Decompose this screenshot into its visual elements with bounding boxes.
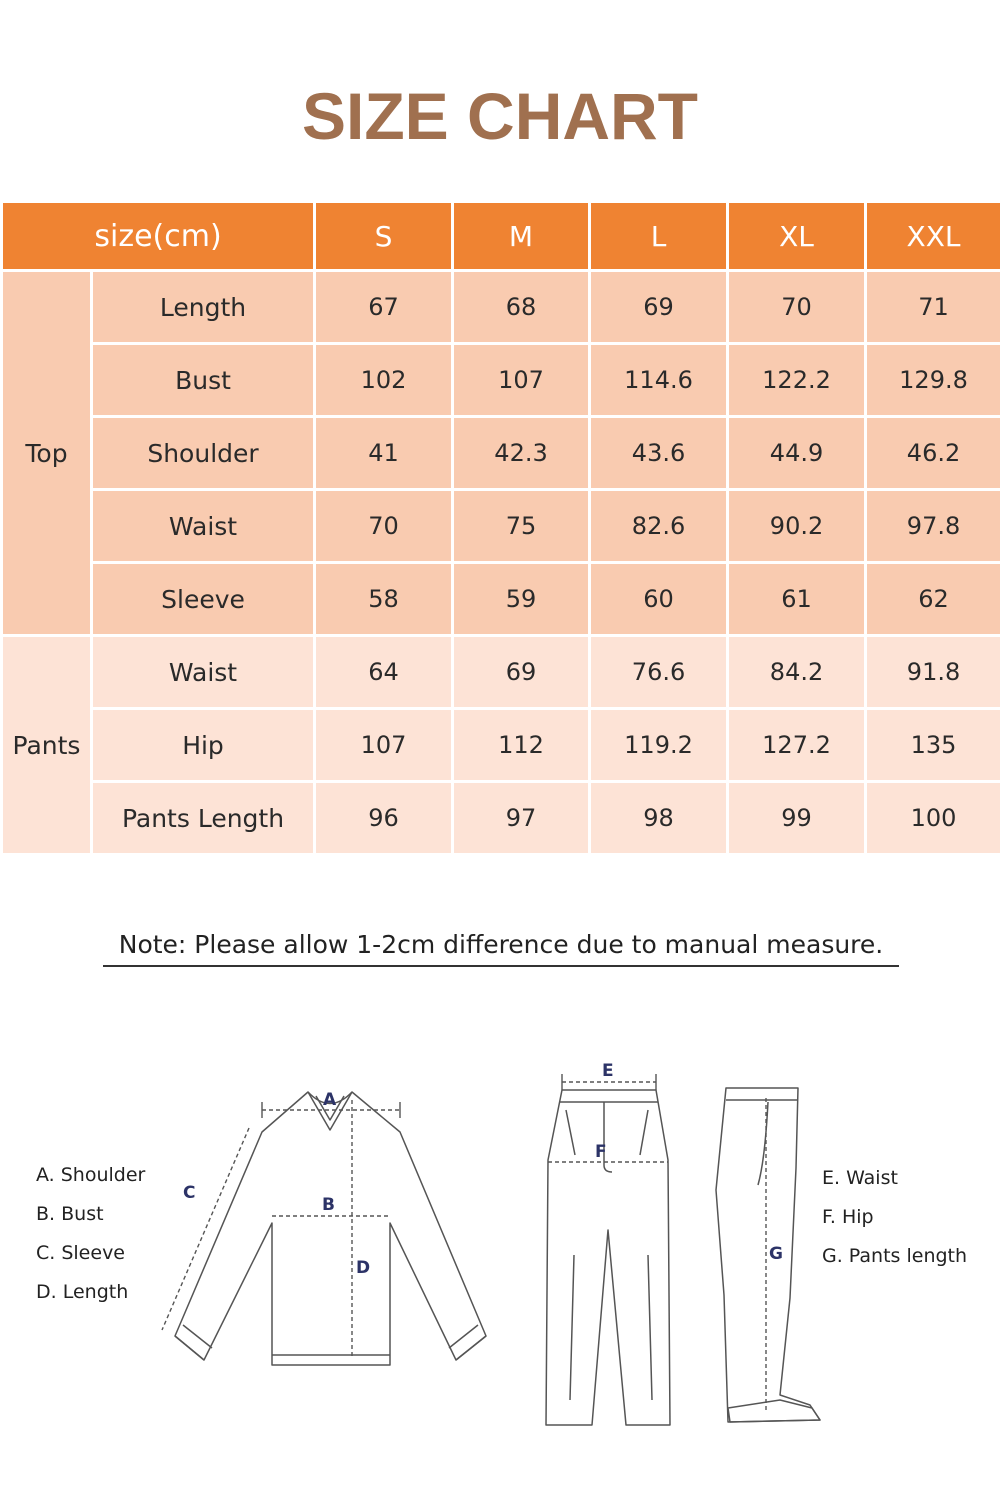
- table-row: [2, 782, 1000, 855]
- size-value-cell: 127.2: [728, 709, 866, 782]
- size-value-cell: 96: [315, 782, 453, 855]
- size-value-cell: 67: [315, 271, 453, 344]
- measurement-label: Sleeve: [92, 563, 315, 636]
- size-value-cell: 75: [453, 490, 590, 563]
- size-value-cell: 64: [315, 636, 453, 709]
- legend-item: B. Bust: [36, 1203, 104, 1225]
- size-value-cell: 97.8: [866, 490, 1000, 563]
- table-header-row: [2, 202, 1000, 271]
- header-size-s: S: [315, 202, 453, 271]
- table-row: [2, 709, 1000, 782]
- header-size-m: M: [453, 202, 590, 271]
- size-value-cell: 114.6: [590, 344, 728, 417]
- size-value-cell: 102: [315, 344, 453, 417]
- table-row: [2, 563, 1000, 636]
- group-label: Pants: [2, 636, 92, 855]
- size-value-cell: 43.6: [590, 417, 728, 490]
- label-f: F: [595, 1142, 607, 1162]
- size-value-cell: 90.2: [728, 490, 866, 563]
- pants-side-outline: [716, 1088, 820, 1422]
- size-value-cell: 58: [315, 563, 453, 636]
- size-value-cell: 122.2: [728, 344, 866, 417]
- label-g: G: [769, 1244, 783, 1264]
- measurement-label: Hip: [92, 709, 315, 782]
- header-size-xl: XL: [728, 202, 866, 271]
- table-row: [2, 636, 1000, 709]
- measurement-label: Bust: [92, 344, 315, 417]
- legend-item: E. Waist: [822, 1167, 898, 1189]
- sweater-outline: [175, 1092, 486, 1365]
- legend-item: A. Shoulder: [36, 1164, 146, 1186]
- table-row: [2, 271, 1000, 344]
- size-value-cell: 41: [315, 417, 453, 490]
- size-value-cell: 84.2: [728, 636, 866, 709]
- size-value-cell: 100: [866, 782, 1000, 855]
- size-value-cell: 107: [453, 344, 590, 417]
- page-title: SIZE CHART: [302, 79, 698, 153]
- size-value-cell: 42.3: [453, 417, 590, 490]
- size-value-cell: 60: [590, 563, 728, 636]
- size-value-cell: 68: [453, 271, 590, 344]
- size-value-cell: 97: [453, 782, 590, 855]
- label-b: B: [322, 1195, 335, 1215]
- group-label: Top: [2, 271, 92, 636]
- label-e: E: [602, 1061, 614, 1081]
- size-value-cell: 107: [315, 709, 453, 782]
- legend-item: D. Length: [36, 1281, 129, 1303]
- sweater-cuff: [449, 1325, 486, 1360]
- size-table: [0, 200, 1000, 856]
- size-value-cell: 119.2: [590, 709, 728, 782]
- size-value-cell: 69: [453, 636, 590, 709]
- header-size-xxl: XXL: [866, 202, 1000, 271]
- measurement-label: Waist: [92, 636, 315, 709]
- size-value-cell: 46.2: [866, 417, 1000, 490]
- size-value-cell: 98: [590, 782, 728, 855]
- size-value-cell: 91.8: [866, 636, 1000, 709]
- size-value-cell: 112: [453, 709, 590, 782]
- size-value-cell: 82.6: [590, 490, 728, 563]
- measurement-label: Waist: [92, 490, 315, 563]
- measurement-diagram: [0, 1040, 1000, 1460]
- header-size-unit: size(cm): [2, 202, 315, 271]
- table-row: [2, 417, 1000, 490]
- legend-item: F. Hip: [822, 1206, 874, 1228]
- measurement-label: Pants Length: [92, 782, 315, 855]
- size-value-cell: 99: [728, 782, 866, 855]
- measurement-note: Note: Please allow 1-2cm difference due to manual measure.: [103, 930, 899, 967]
- size-value-cell: 69: [590, 271, 728, 344]
- label-c: C: [183, 1183, 196, 1203]
- size-value-cell: 62: [866, 563, 1000, 636]
- table-row: [2, 490, 1000, 563]
- measurement-label: Shoulder: [92, 417, 315, 490]
- size-value-cell: 59: [453, 563, 590, 636]
- size-value-cell: 70: [728, 271, 866, 344]
- table-row: [2, 344, 1000, 417]
- size-value-cell: 129.8: [866, 344, 1000, 417]
- label-a: A: [323, 1090, 337, 1110]
- size-value-cell: 71: [866, 271, 1000, 344]
- size-value-cell: 70: [315, 490, 453, 563]
- legend-item: G. Pants length: [822, 1245, 968, 1267]
- header-size-l: L: [590, 202, 728, 271]
- size-value-cell: 61: [728, 563, 866, 636]
- sleeve-line: [162, 1128, 249, 1330]
- size-value-cell: 44.9: [728, 417, 866, 490]
- size-value-cell: 76.6: [590, 636, 728, 709]
- legend-item: C. Sleeve: [36, 1242, 125, 1264]
- size-value-cell: 135: [866, 709, 1000, 782]
- label-d: D: [356, 1258, 371, 1278]
- measurement-label: Length: [92, 271, 315, 344]
